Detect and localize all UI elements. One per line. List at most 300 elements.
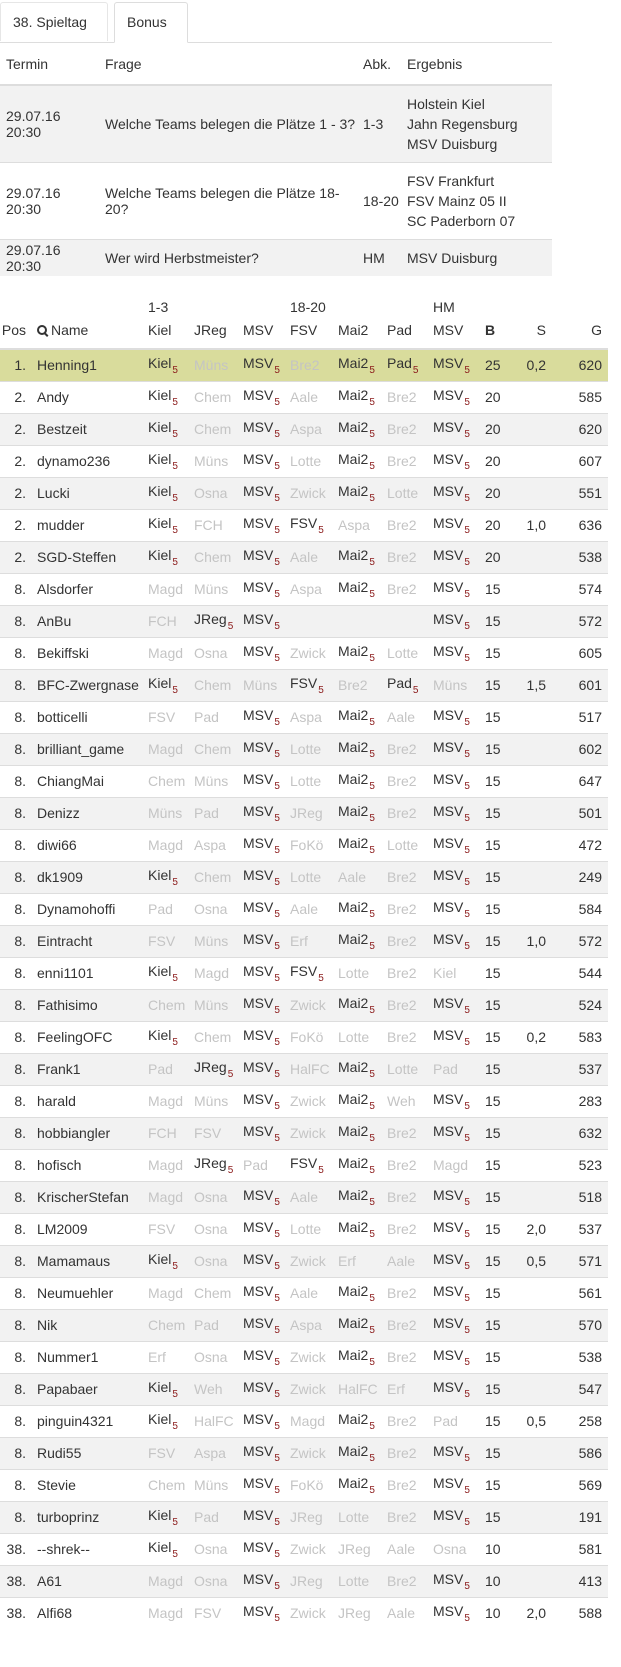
- rank-pick: [285, 1373, 333, 1405]
- pick-team: Mai2: [338, 738, 369, 755]
- rank-s: [512, 445, 552, 477]
- ranking-row[interactable]: [0, 1149, 608, 1181]
- bonus-points-mark: 5: [274, 1228, 280, 1240]
- rank-b: 15: [480, 637, 512, 669]
- rank-name[interactable]: Denizz: [32, 797, 143, 829]
- pick-team: MSV: [243, 1506, 274, 1523]
- rank-pick: [238, 829, 285, 861]
- rank-pick: [189, 477, 238, 509]
- ranking-row[interactable]: [0, 1501, 608, 1533]
- rank-name[interactable]: Stevie: [32, 1469, 143, 1501]
- rank-name[interactable]: diwi66: [32, 829, 143, 861]
- pick-team: MSV: [243, 354, 274, 371]
- pick-team: HalFC: [194, 1413, 234, 1429]
- bonus-points-mark: 5: [227, 1164, 234, 1176]
- ranking-row[interactable]: [0, 509, 608, 541]
- rank-pick: [285, 1213, 333, 1245]
- rank-pos: 8.: [0, 797, 32, 829]
- rank-pick: [143, 701, 189, 733]
- pick-team: MSV: [243, 1378, 274, 1395]
- pick-team: Mai2: [338, 1154, 369, 1171]
- rank-b: 10: [480, 1597, 512, 1629]
- rank-pick: [238, 1213, 285, 1245]
- pick-team: Aale: [387, 1253, 416, 1269]
- bonus-points-mark: 5: [274, 1356, 280, 1368]
- header-abk: Abk.: [357, 44, 401, 85]
- pick-team: MSV: [243, 1538, 274, 1555]
- rank-name[interactable]: ChiangMai: [32, 765, 143, 797]
- pick-team: Aale: [290, 389, 319, 405]
- rank-g: 537: [552, 1213, 608, 1245]
- pick-team: FCH: [194, 517, 223, 533]
- rank-name[interactable]: turboprinz: [32, 1501, 143, 1533]
- rank-g: 523: [552, 1149, 608, 1181]
- pick-team: Lotte: [387, 645, 419, 661]
- rank-s: 1,0: [512, 925, 552, 957]
- rank-pick: [238, 1149, 285, 1181]
- rank-pick: [428, 1149, 480, 1181]
- pick-team: FSV: [290, 674, 318, 691]
- ranking-row[interactable]: [0, 413, 608, 445]
- rank-b: 15: [480, 925, 512, 957]
- rank-b: 15: [480, 1149, 512, 1181]
- pick-team: Kiel: [148, 1538, 172, 1555]
- rank-pick: [285, 1501, 333, 1533]
- rank-s: [512, 797, 552, 829]
- pick-team: Bre2: [387, 581, 417, 597]
- rank-b: 15: [480, 861, 512, 893]
- bonus-points-mark: 5: [274, 556, 280, 568]
- rank-pick: [285, 701, 333, 733]
- rank-pick: [333, 861, 382, 893]
- bonus-points-mark: 5: [274, 972, 280, 984]
- rank-name[interactable]: Alsdorfer: [32, 573, 143, 605]
- bonus-ergebnis-team: SC Paderborn 07: [407, 213, 516, 229]
- rank-pick: [333, 349, 382, 381]
- rank-pick: [428, 1405, 480, 1437]
- ranking-row[interactable]: [0, 541, 608, 573]
- pick-team: JReg: [290, 805, 323, 821]
- rank-name[interactable]: harald: [32, 1085, 143, 1117]
- bonus-points-mark: 5: [274, 620, 280, 632]
- rank-pick: [382, 1309, 428, 1341]
- rank-pos: 2.: [0, 509, 32, 541]
- ranking-row[interactable]: [0, 1277, 608, 1309]
- ranking-row[interactable]: [0, 1373, 608, 1405]
- rank-pos: 8.: [0, 573, 32, 605]
- pick-team: Zwick: [290, 1445, 326, 1461]
- rank-pick: [428, 1373, 480, 1405]
- rank-pick: [333, 765, 382, 797]
- ranking-row[interactable]: [0, 1533, 608, 1565]
- pick-team: Osna: [433, 1541, 467, 1557]
- rank-name[interactable]: Frank1: [32, 1053, 143, 1085]
- rank-name[interactable]: A61: [32, 1565, 143, 1597]
- tab-spieltag[interactable]: 38. Spieltag: [0, 2, 108, 41]
- rank-pick: [382, 1213, 428, 1245]
- rank-g: 472: [552, 829, 608, 861]
- rank-pick: [428, 1533, 480, 1565]
- ranking-row[interactable]: [0, 1597, 608, 1629]
- pick-team: Weh: [194, 1381, 223, 1397]
- rank-pick: [333, 445, 382, 477]
- rank-s: [512, 573, 552, 605]
- rank-pick: [382, 893, 428, 925]
- rank-pick: [382, 541, 428, 573]
- rank-name[interactable]: Papabaer: [32, 1373, 143, 1405]
- header-ergebnis: Ergebnis: [401, 44, 552, 85]
- rank-name[interactable]: LM2009: [32, 1213, 143, 1245]
- pick-team: Aale: [290, 901, 319, 917]
- ranking-row[interactable]: [0, 1021, 608, 1053]
- rank-pick: [382, 1341, 428, 1373]
- rank-b: 15: [480, 989, 512, 1021]
- bonus-points-mark: 5: [318, 684, 324, 696]
- rank-pick: [285, 1565, 333, 1597]
- pick-team: MSV: [243, 1346, 274, 1363]
- bonus-points-mark: 5: [464, 908, 470, 920]
- header-name[interactable]: [32, 296, 143, 349]
- rank-pick: [428, 605, 480, 637]
- rank-name[interactable]: FeelingOFC: [32, 1021, 143, 1053]
- rank-name[interactable]: --shrek--: [32, 1533, 143, 1565]
- rank-name[interactable]: Rudi55: [32, 1437, 143, 1469]
- rank-name[interactable]: Bestzeit: [32, 413, 143, 445]
- pick-team: Bre2: [387, 965, 417, 981]
- ranking-row[interactable]: [0, 349, 608, 381]
- bonus-points-mark: 5: [369, 652, 375, 664]
- rank-name[interactable]: brilliant_game: [32, 733, 143, 765]
- pick-team: Lotte: [387, 485, 419, 501]
- pick-team: MSV: [243, 578, 274, 595]
- ranking-row[interactable]: [0, 477, 608, 509]
- rank-pick: [428, 573, 480, 605]
- rank-pick: [428, 1117, 480, 1149]
- pick-team: Zwick: [290, 1125, 326, 1141]
- bonus-points-mark: 5: [369, 1484, 375, 1496]
- ranking-row[interactable]: [0, 381, 608, 413]
- rank-pos: 8.: [0, 989, 32, 1021]
- rank-pick: [333, 605, 382, 637]
- rank-name[interactable]: Eintracht: [32, 925, 143, 957]
- rank-name[interactable]: AnBu: [32, 605, 143, 637]
- bonus-ergebnis: [401, 240, 552, 277]
- pick-team: Kiel: [148, 482, 172, 499]
- rank-pick: [189, 1565, 238, 1597]
- bonus-points-mark: 5: [274, 460, 280, 472]
- rank-pick: [238, 893, 285, 925]
- ranking-row[interactable]: [0, 1405, 608, 1437]
- rank-pos: 38.: [0, 1533, 32, 1565]
- ranking-row[interactable]: [0, 1245, 608, 1277]
- rank-name[interactable]: Fathisimo: [32, 989, 143, 1021]
- ranking-row[interactable]: [0, 573, 608, 605]
- pick-team: Bre2: [387, 773, 417, 789]
- rank-pick: [333, 1117, 382, 1149]
- rank-name[interactable]: Alfi68: [32, 1597, 143, 1629]
- pick-team: Aspa: [338, 517, 370, 533]
- rank-pick: [333, 1213, 382, 1245]
- ranking-row[interactable]: [0, 765, 608, 797]
- rank-name[interactable]: Dynamohoffi: [32, 893, 143, 925]
- bonus-points-mark: 5: [369, 908, 375, 920]
- rank-pick: [382, 1149, 428, 1181]
- rank-name[interactable]: Andy: [32, 381, 143, 413]
- ranking-row[interactable]: [0, 733, 608, 765]
- ranking-row[interactable]: [0, 669, 608, 701]
- pick-team: Kiel: [148, 1506, 172, 1523]
- pick-team: MSV: [433, 1570, 464, 1587]
- pick-team: Lotte: [338, 1509, 370, 1525]
- ranking-row[interactable]: [0, 1117, 608, 1149]
- rank-pick: [143, 1533, 189, 1565]
- search-icon[interactable]: [37, 325, 48, 336]
- ranking-row[interactable]: [0, 925, 608, 957]
- rank-pick: [285, 1533, 333, 1565]
- header-b[interactable]: B: [480, 296, 512, 349]
- rank-s: 0,5: [512, 1245, 552, 1277]
- ranking-row[interactable]: [0, 957, 608, 989]
- pick-team: MSV: [243, 1442, 274, 1459]
- bonus-row: [0, 163, 552, 240]
- rank-b: 15: [480, 733, 512, 765]
- ranking-row[interactable]: [0, 1565, 608, 1597]
- bonus-points-mark: 5: [318, 972, 324, 984]
- ranking-row[interactable]: [0, 893, 608, 925]
- header-pos[interactable]: Pos: [0, 296, 32, 349]
- rank-g: 524: [552, 989, 608, 1021]
- rank-pick: [285, 541, 333, 573]
- rank-name[interactable]: hofisch: [32, 1149, 143, 1181]
- rank-pick: [333, 637, 382, 669]
- ranking-row[interactable]: [0, 989, 608, 1021]
- rank-name[interactable]: SGD-Steffen: [32, 541, 143, 573]
- bonus-points-mark: 5: [172, 460, 178, 472]
- rank-name[interactable]: Henning1: [32, 349, 143, 381]
- rank-name[interactable]: dk1909: [32, 861, 143, 893]
- pick-team: MSV: [243, 1090, 274, 1107]
- bonus-points-mark: 5: [274, 1292, 280, 1304]
- bonus-points-mark: 5: [274, 492, 280, 504]
- rank-pick: [333, 1181, 382, 1213]
- rank-pick: [238, 925, 285, 957]
- rank-s: [512, 765, 552, 797]
- pick-team: Bre2: [387, 997, 417, 1013]
- rank-pick: [382, 1469, 428, 1501]
- header-pad: Pad: [382, 296, 428, 349]
- pick-team: Mai2: [338, 1346, 369, 1363]
- pick-team: FoKö: [290, 1477, 324, 1493]
- rank-pos: 8.: [0, 893, 32, 925]
- bonus-points-mark: 5: [274, 1196, 280, 1208]
- rank-pos: 8.: [0, 1245, 32, 1277]
- pick-team: Mai2: [338, 1442, 369, 1459]
- rank-pick: [189, 349, 238, 381]
- bonus-points-mark: 5: [369, 1132, 375, 1144]
- bonus-points-mark: 5: [464, 1324, 470, 1336]
- rank-name[interactable]: botticelli: [32, 701, 143, 733]
- rank-name[interactable]: pinguin4321: [32, 1405, 143, 1437]
- rank-g: 572: [552, 605, 608, 637]
- rank-pick: [428, 1277, 480, 1309]
- rank-s: 0,2: [512, 349, 552, 381]
- rank-pick: [285, 1277, 333, 1309]
- ranking-row[interactable]: [0, 797, 608, 829]
- bonus-points-mark: 5: [464, 524, 470, 536]
- bonus-points-mark: 5: [369, 1100, 375, 1112]
- pick-team: Lotte: [290, 1221, 322, 1237]
- rank-s: [512, 605, 552, 637]
- bonus-points-mark: 5: [227, 1068, 234, 1080]
- rank-pick: [333, 1373, 382, 1405]
- ranking-row[interactable]: [0, 1437, 608, 1469]
- rank-s: 1,5: [512, 669, 552, 701]
- bonus-points-mark: 5: [369, 780, 375, 792]
- ranking-row[interactable]: [0, 637, 608, 669]
- rank-name[interactable]: KrischerStefan: [32, 1181, 143, 1213]
- bonus-points-mark: 5: [369, 460, 375, 472]
- bonus-points-mark: 5: [274, 1548, 280, 1560]
- ranking-row[interactable]: [0, 1213, 608, 1245]
- rank-pos: 8.: [0, 765, 32, 797]
- ranking-row[interactable]: [0, 1341, 608, 1373]
- rank-name[interactable]: Nummer1: [32, 1341, 143, 1373]
- pick-team: MSV: [243, 834, 274, 851]
- rank-g: 544: [552, 957, 608, 989]
- rank-pick: [189, 1213, 238, 1245]
- pick-team: MSV: [433, 1026, 464, 1043]
- header-hm-msv: HM MSV: [428, 296, 480, 349]
- pick-team: MSV: [243, 514, 274, 531]
- ranking-row[interactable]: [0, 1181, 608, 1213]
- pick-team: Magd: [148, 837, 184, 853]
- pick-team: Zwick: [290, 1253, 326, 1269]
- bonus-points-mark: 5: [274, 812, 280, 824]
- rank-pick: [428, 1437, 480, 1469]
- ranking-row[interactable]: [0, 861, 608, 893]
- rank-s: 2,0: [512, 1213, 552, 1245]
- rank-pick: [382, 1181, 428, 1213]
- rank-pick: [382, 1437, 428, 1469]
- pick-team: Pad: [194, 709, 219, 725]
- pick-team: MSV: [433, 770, 464, 787]
- bonus-points-mark: 5: [274, 844, 280, 856]
- pick-team: Zwick: [290, 1349, 326, 1365]
- rank-pick: [143, 1565, 189, 1597]
- rank-name[interactable]: hobbiangler: [32, 1117, 143, 1149]
- pick-team: Mai2: [338, 898, 369, 915]
- rank-pick: [333, 925, 382, 957]
- ranking-row[interactable]: [0, 829, 608, 861]
- rank-s: [512, 1341, 552, 1373]
- rank-g: 570: [552, 1309, 608, 1341]
- rank-name[interactable]: enni1101: [32, 957, 143, 989]
- rank-pick: [382, 1021, 428, 1053]
- pick-team: HalFC: [290, 1061, 330, 1077]
- tab-bonus[interactable]: Bonus: [114, 2, 188, 43]
- ranking-row[interactable]: [0, 701, 608, 733]
- ranking-row[interactable]: [0, 1053, 608, 1085]
- bonus-ergebnis-team: MSV Duisburg: [407, 136, 498, 152]
- bonus-points-mark: 5: [274, 1036, 280, 1048]
- bonus-points-mark: 5: [369, 556, 375, 568]
- rank-name[interactable]: BFC-Zwergnase: [32, 669, 143, 701]
- bonus-points-mark: 5: [369, 364, 375, 376]
- rank-pick: [333, 1021, 382, 1053]
- rank-name[interactable]: Bekiffski: [32, 637, 143, 669]
- pick-team: MSV: [433, 482, 464, 499]
- rank-s: 2,0: [512, 1597, 552, 1629]
- rank-pick: [189, 1149, 238, 1181]
- rank-s: [512, 1277, 552, 1309]
- pick-team: Mai2: [338, 450, 369, 467]
- ranking-row[interactable]: [0, 1085, 608, 1117]
- rank-name[interactable]: Nik: [32, 1309, 143, 1341]
- bonus-points-mark: 5: [464, 812, 470, 824]
- rank-pos: 8.: [0, 1085, 32, 1117]
- rank-name[interactable]: dynamo236: [32, 445, 143, 477]
- pick-team: Osna: [194, 1573, 228, 1589]
- ranking-row[interactable]: [0, 1469, 608, 1501]
- rank-pick: [333, 1085, 382, 1117]
- rank-name[interactable]: mudder: [32, 509, 143, 541]
- bonus-ergebnis: [401, 163, 552, 240]
- rank-s: [512, 1117, 552, 1149]
- pick-team: JReg: [338, 1541, 371, 1557]
- pick-team: MSV: [433, 738, 464, 755]
- pick-team: MSV: [433, 802, 464, 819]
- bonus-points-mark: 5: [274, 1100, 280, 1112]
- rank-pick: [333, 1341, 382, 1373]
- rank-name[interactable]: Neumuehler: [32, 1277, 143, 1309]
- rank-pick: [238, 701, 285, 733]
- rank-pick: [285, 573, 333, 605]
- pick-team: Magd: [148, 1285, 184, 1301]
- header-s[interactable]: S: [512, 296, 552, 349]
- rank-pick: [428, 925, 480, 957]
- pick-team: Bre2: [387, 1509, 417, 1525]
- ranking-row[interactable]: [0, 1309, 608, 1341]
- rank-pick: [333, 733, 382, 765]
- pick-team: Müns: [194, 581, 229, 597]
- rank-pick: [428, 733, 480, 765]
- bonus-points-mark: 5: [464, 1516, 470, 1528]
- pick-team: Mai2: [338, 1058, 369, 1075]
- rank-pick: [238, 765, 285, 797]
- ranking-row[interactable]: [0, 605, 608, 637]
- pick-team: Aale: [290, 1285, 319, 1301]
- rank-pick: [382, 765, 428, 797]
- header-g[interactable]: G: [552, 296, 608, 349]
- rank-pos: 8.: [0, 1501, 32, 1533]
- pick-team: Aale: [290, 1189, 319, 1205]
- rank-pick: [428, 1309, 480, 1341]
- pick-team: Mai2: [338, 1090, 369, 1107]
- pick-team: Zwick: [290, 1605, 326, 1622]
- ranking-row[interactable]: [0, 445, 608, 477]
- rank-name[interactable]: Lucki: [32, 477, 143, 509]
- rank-pick: [189, 765, 238, 797]
- pick-team: Zwick: [290, 1541, 326, 1557]
- rank-b: 15: [480, 1277, 512, 1309]
- bonus-points-mark: 5: [464, 492, 470, 504]
- rank-pick: [382, 1085, 428, 1117]
- pick-team: MSV: [433, 834, 464, 851]
- pick-team: Osna: [194, 645, 228, 661]
- rank-name[interactable]: Mamamaus: [32, 1245, 143, 1277]
- rank-g: 569: [552, 1469, 608, 1501]
- pick-team: MSV: [243, 866, 274, 883]
